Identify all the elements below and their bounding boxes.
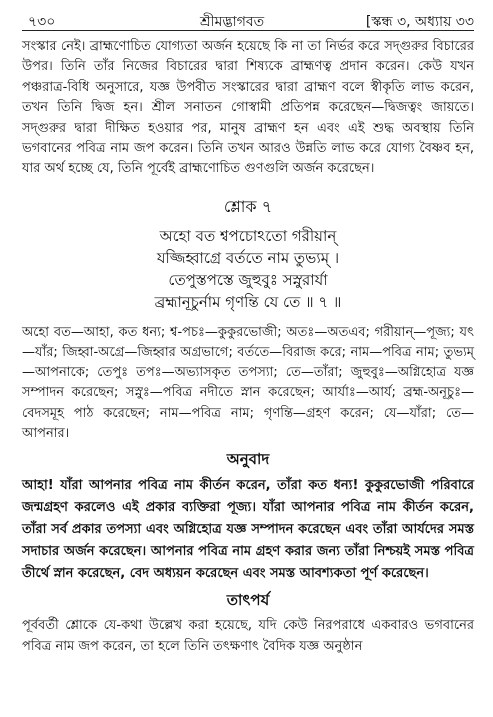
verse-line: অহো বত শ্বপচোঽতো গরীয়ান্ <box>159 226 337 245</box>
translation-paragraph: আহা! যাঁরা আপনার পবিত্র নাম কীর্তন করেন, তাঁরা কত ধন্য! কুকুরভোজী পরিবারে জন্মগ্রহণ করলেও এই প্রকার ব্যক্তিরা পূজ্য। যাঁরা আপনার পবিত্র নাম কীর্তন করেন, তাঁরা সর্ব প্রকার তপস্যা এবং অগ্নিহোত্র যজ্ঞ সম্পাদন করেছেন এবং তাঁরা আর্যদের সমস্ত সদাচার অর্জন করেছেন। আপনার পবিত্র নাম গ্রহণ করার জন্য তাঁরা নিশ্চয়ই সমস্ত পবিত্র তীর্থে স্নান করেছেন, বেদ অধ্যয়ন করেছেন এবং সমস্ত আবশ্যকতা পূর্ণ করেছেন। <box>22 478 474 582</box>
translation-heading: অনুবাদ <box>226 450 270 469</box>
page-header <box>22 8 474 30</box>
purport-paragraph: পূর্ববর্তী শ্লোকে যে-কথা উল্লেখ করা হয়েছে, যদি কেউ নিরপরাধে একবারও ভগবানের পবিত্র নাম জপ করেন, তা হলে তিনি তৎক্ষণাৎ বৈদিক যজ্ঞ অনুষ্ঠান <box>22 618 474 654</box>
verse-line: তেপুস্তপস্তে জুহুবুঃ সস্নুরার্যা <box>168 270 328 289</box>
page <box>22 8 474 657</box>
book-title: শ্রীমদ্ভাগবত <box>200 14 265 30</box>
verse-line: যজ্জিহ্বাগ্রে বর্ততে নাম তুভ্যম্ । <box>156 248 340 267</box>
intro-paragraph: সংস্কার নেই। ব্রাহ্মণোচিত যোগ্যতা অর্জন হয়েছে কি না তা নির্ভর করে সদ্গুরুর বিচারের উপর। তিনি তাঁর নিজের বিচারের দ্বারা শিষ্যকে ব্রাহ্মণত্ব প্রদান করেন। কেউ যখন পঞ্চরাত্র-বিধি অনুসারে, যজ্ঞ উপবীত সংস্কারের দ্বারা ব্রাহ্মণ বলে স্বীকৃতি লাভ করেন, তখন তিনি দ্বিজ হন। শ্রীল সনাতন গোস্বামী প্রতিপন্ন করেছেন—দ্বিজত্বং জায়তে। সদ্গুরুর দ্বারা দীক্ষিত হওয়ার পর, মানুষ ব্রাহ্মণ হন এবং এই শুদ্ধ অবস্থায় তিনি ভগবানের পবিত্র নাম জপ করেন। তিনি তখন আরও উন্নতি লাভ করে যোগ্য বৈষ্ণব হন, যার অর্থ হচ্ছে যে, তিনি পূর্বেই ব্রাহ্মণোচিত গুণগুলি অর্জন করেছেন। <box>22 39 474 177</box>
verse-title: শ্লোক ৭ <box>223 196 273 216</box>
verse-line: ব্রহ্মানূচুর্নাম গৃণন্তি যে তে ॥ ৭ ॥ <box>154 292 342 311</box>
chapter-reference: [স্কন্ধ ৩, অধ্যায় ৩৩ <box>365 14 474 30</box>
page-number: ৭৩০ <box>28 14 56 30</box>
synonyms-paragraph: অহো বত—আহা, কত ধন্য; শ্ব-পচঃ—কুকুরভোজী; অতঃ—অতএব; গরীয়ান্—পূজ্য; যৎ—যাঁর; জিহ্বা-অগ্রে—জিহ্বার অগ্রভাগে; বর্ততে—বিরাজ করে; নাম—পবিত্র নাম; তুভ্যম্—আপনাকে; তেপুঃ তপঃ—অভ্যাসকৃত তপস্যা; তে—তাঁরা; জুহুবুঃ—অগ্নিহোত্র যজ্ঞ সম্পাদন করেছেন; সস্নুঃ—পবিত্র নদীতে স্নান করেছেন; আর্যাঃ—আর্য; ব্রহ্ম-অনূচুঃ—বেদসমূহ পাঠ করেছেন; নাম—পবিত্র নাম; গৃণন্তি—গ্রহণ করেন; যে—যাঁরা; তে—আপনার। <box>22 324 474 441</box>
purport-heading: তাৎপর্য <box>226 591 270 610</box>
